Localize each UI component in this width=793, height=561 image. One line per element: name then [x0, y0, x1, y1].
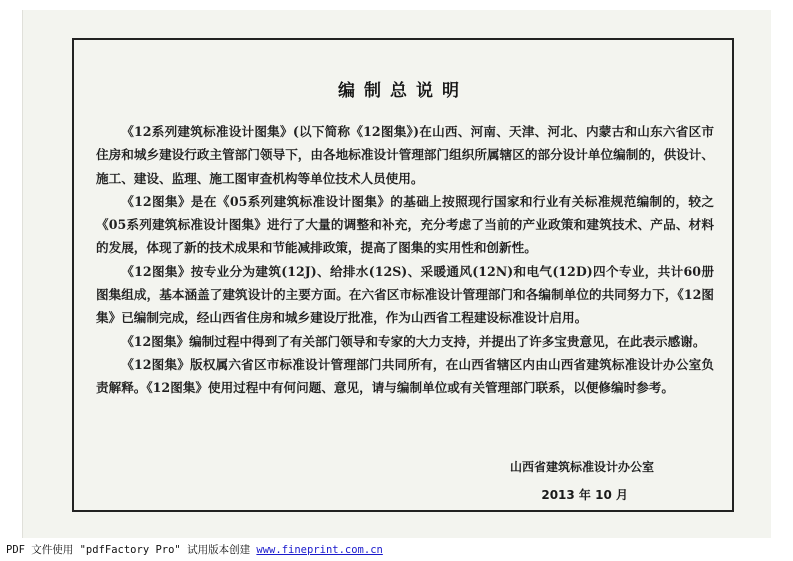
- paragraph-4: 《12图集》编制过程中得到了有关部门领导和专家的大力支持，并提出了许多宝贵意见，在此表示感谢。: [121, 333, 706, 349]
- footer-text: PDF 文件使用 "pdfFactory Pro" 试用版本创建: [6, 544, 257, 556]
- document-frame: [72, 38, 734, 512]
- signature-office: 山西省建筑标准设计办公室: [509, 460, 654, 474]
- paragraph-2: 《12图集》是在《05系列建筑标准设计图集》的基础上按照现行国家和行业有关标准规范编制的，较之《05系列建筑标准设计图集》进行了大量的调整和补充，充分考虑了当前的产业政策和建筑技术、产品、材料的发展，体现了新的技术成果和节能减排政策，提高了图集的实用性和创新性。: [96, 193, 714, 256]
- footer-link[interactable]: www.fineprint.com.cn: [256, 544, 383, 556]
- pdf-footer: [6, 542, 383, 557]
- paragraph-3: 《12图集》按专业分为建筑(12J)、给排水(12S)、采暖通风(12N)和电气(12D)四个专业，共计60册图集组成，基本涵盖了建筑设计的主要方面。在六省区市标准设计管理部门和各编制单位的共同努力下，《12图集》已编制完成，经山西省住房和城乡建设厅批准，作为山西省工程建设标准设计启用。: [96, 263, 714, 326]
- document-body: [96, 120, 714, 400]
- paragraph-5: 《12图集》版权属六省区市标准设计管理部门共同所有，在山西省辖区内由山西省建筑标准设计办公室负责解释。《12图集》使用过程中有何问题、意见，请与编制单位或有关管理部门联系，以便修编时参考。: [96, 356, 714, 396]
- paragraph-1: 《12系列建筑标准设计图集》(以下简称《12图集》)在山西、河南、天津、河北、内蒙古和山东六省区市住房和城乡建设行政主管部门领导下，由各地标准设计管理部门组织所属辖区的部分设计单位编制的，供设计、施工、建设、监理、施工图审查机构等单位技术人员使用。: [96, 124, 714, 186]
- signature-date: 2013 年 10 月: [541, 488, 628, 502]
- document-title: 编制总说明: [338, 81, 468, 101]
